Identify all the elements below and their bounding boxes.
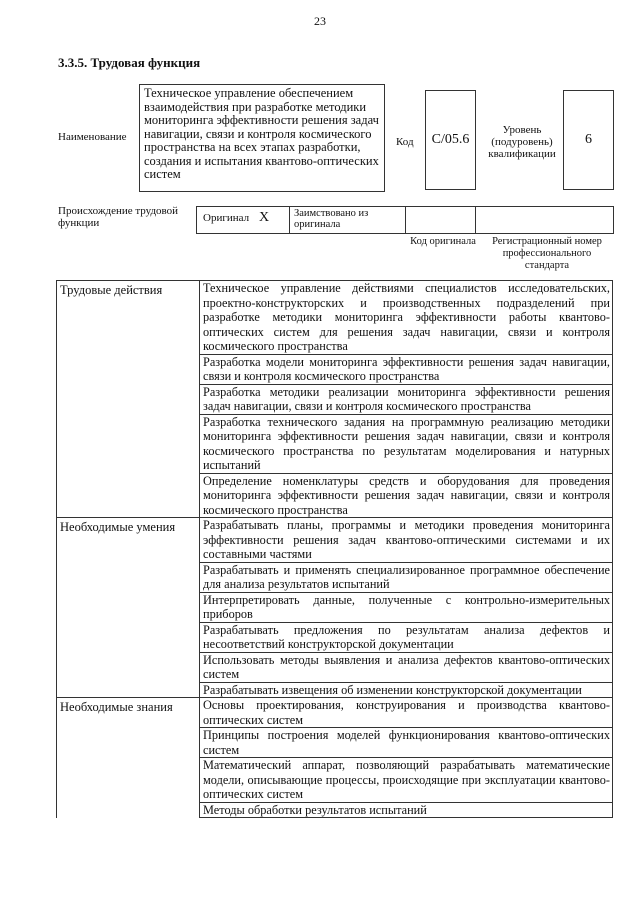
list-item: Интерпретировать данные, полученные с контрольно-измерительных приборов xyxy=(200,592,613,622)
qualification-level-label: Уровень (подуровень) квалификации xyxy=(488,124,556,160)
origin-original-cell xyxy=(196,207,290,233)
origin-row xyxy=(196,206,614,234)
table-row xyxy=(57,802,613,818)
list-item: Разработка технического задания на программную реализацию методики мониторинга эффективности решения задач навигации, связи и контроля космического пространства по результатам моделирования и натурных испытаний xyxy=(200,414,613,473)
origin-borrowed-label: Заимствовано из оригинала xyxy=(294,208,369,230)
group-title-spacer xyxy=(57,384,200,414)
list-item: Разрабатывать предложения по результатам анализа дефектов и несоответствий конструкторской документации xyxy=(200,622,613,652)
group-title-spacer xyxy=(57,592,200,622)
group-title-spacer xyxy=(57,414,200,473)
function-name-box: Техническое управление обеспечением взаимодействия при разработке методики мониторинга эффективности решения задач навигации, связи и контроля космического пространства на всех этапах разработки, создания и испытания квантово-оптических систем xyxy=(139,84,385,192)
group-title-spacer xyxy=(57,473,200,518)
page-number: 23 xyxy=(314,14,326,28)
origin-code-cell xyxy=(406,207,476,233)
list-item: Разрабатывать и применять специализированное программное обеспечение для анализа результатов испытаний xyxy=(200,562,613,592)
group-title-spacer xyxy=(57,802,200,818)
origin-original-mark: X xyxy=(259,210,270,225)
section-title: 3.3.5. Трудовая функция xyxy=(58,55,201,70)
list-item: Методы обработки результатов испытаний xyxy=(200,802,613,818)
list-item: Использовать методы выявления и анализа дефектов квантово-оптических систем xyxy=(200,652,613,682)
group-title: Необходимые умения xyxy=(57,518,200,563)
list-item: Разработка методики реализации мониторинга эффективности решения задач навигации, связи и контроля космического пространства xyxy=(200,384,613,414)
table-row xyxy=(57,758,613,803)
function-code-box: С/05.6 xyxy=(425,90,476,190)
list-item: Разрабатывать извещения об изменении конструкторской документации xyxy=(200,682,613,698)
code-original-label: Код оригинала xyxy=(410,236,476,247)
table-row xyxy=(57,652,613,682)
list-item: Принципы построения моделей функционирования квантово-оптических систем xyxy=(200,728,613,758)
code-label: Код xyxy=(396,136,414,148)
table-row xyxy=(57,682,613,698)
origin-label: Происхождение трудовой функции xyxy=(58,205,179,229)
list-item: Основы проектирования, конструирования и производства квантово-оптических систем xyxy=(200,698,613,728)
group-title-spacer xyxy=(57,758,200,803)
origin-original-label: Оригинал xyxy=(203,212,250,224)
table-row xyxy=(57,728,613,758)
list-item: Техническое управление действиями специалистов исследовательских, проектно-конструкторских и производственных подразделений при разработке методики мониторинга эффективности работы квантово-оптических систем для решения задач навигации, связи и контроля космического пространства xyxy=(200,281,613,355)
table-row xyxy=(57,473,613,518)
qualification-level-box: 6 xyxy=(563,90,614,190)
list-item: Разработка модели мониторинга эффективности решения задач навигации, связи и контроля космического пространства xyxy=(200,354,613,384)
origin-reg-number-cell xyxy=(476,207,614,233)
reg-number-label: Регистрационный номер профессионального стандарта xyxy=(492,236,602,271)
group-title-spacer xyxy=(57,682,200,698)
list-item: Математический аппарат, позволяющий разрабатывать математические модели, описывающие процессы, происходящие при эксплуатации квантово-оптических систем xyxy=(200,758,613,803)
list-item: Разрабатывать планы, программы и методики проведения мониторинга эффективности решения задач квантово-оптическими системами и их составными частями xyxy=(200,518,613,563)
table-row xyxy=(57,281,613,355)
table-row xyxy=(57,414,613,473)
group-title-spacer xyxy=(57,562,200,592)
table-row xyxy=(57,698,613,728)
labor-function-table xyxy=(56,280,613,818)
group-title-spacer xyxy=(57,622,200,652)
table-row xyxy=(57,384,613,414)
origin-borrowed-cell xyxy=(290,207,406,233)
group-title-spacer xyxy=(57,728,200,758)
list-item: Определение номенклатуры средств и оборудования для проведения мониторинга эффективности решения задач навигации, связи и контроля космического пространства xyxy=(200,473,613,518)
table-row xyxy=(57,518,613,563)
name-label: Наименование xyxy=(58,131,127,143)
table-row xyxy=(57,354,613,384)
group-title-spacer xyxy=(57,652,200,682)
table-row xyxy=(57,592,613,622)
table-row xyxy=(57,562,613,592)
table-row xyxy=(57,622,613,652)
group-title-spacer xyxy=(57,354,200,384)
group-title: Трудовые действия xyxy=(57,281,200,355)
group-title: Необходимые знания xyxy=(57,698,200,728)
